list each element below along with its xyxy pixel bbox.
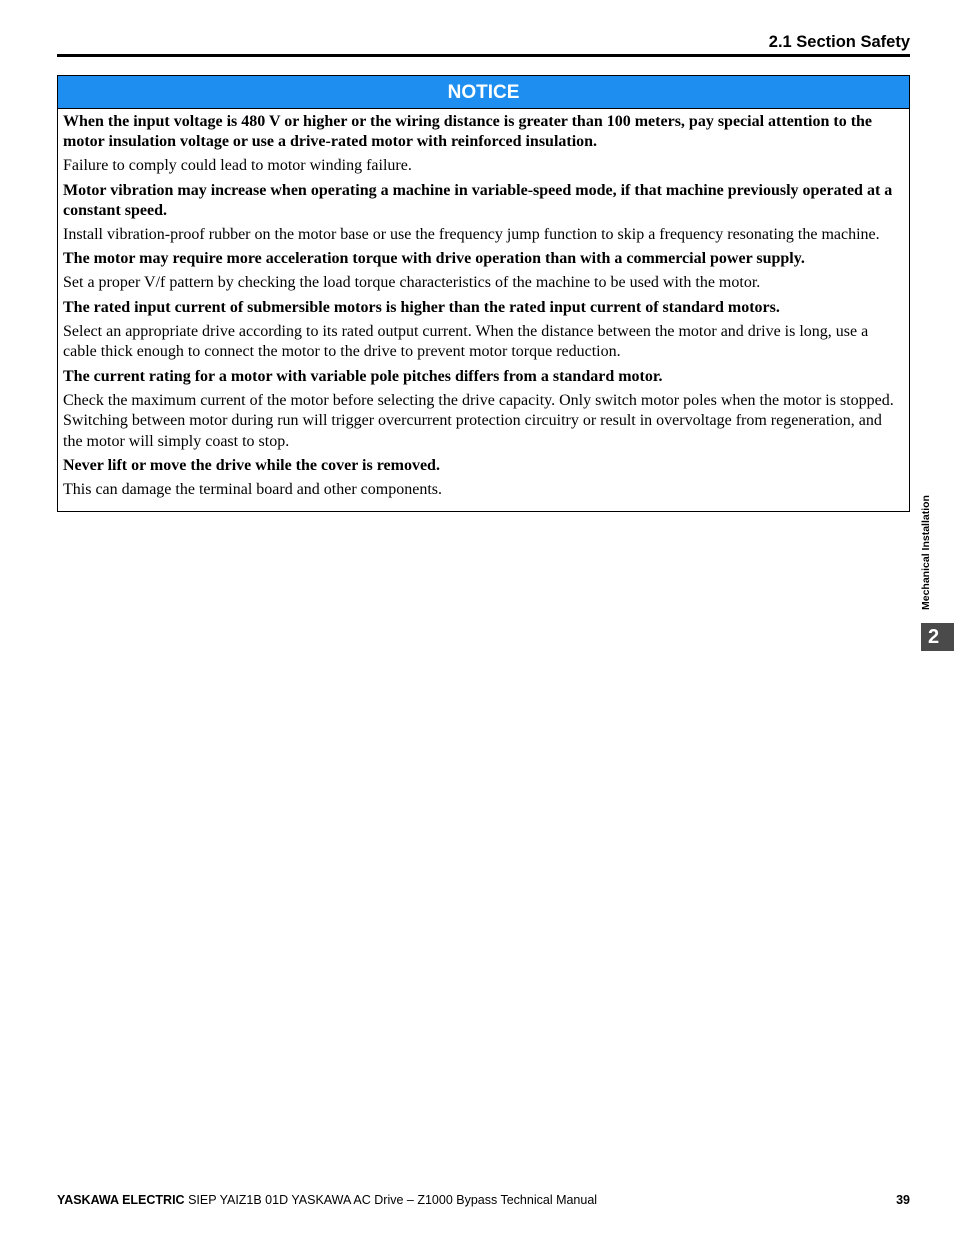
- notice-item-title: The current rating for a motor with variable pole pitches differs from a standard motor.: [63, 367, 663, 385]
- notice-item-title: The rated input current of submersible motors is higher than the rated input current of standard motors.: [63, 298, 780, 316]
- notice-item-text: Failure to comply could lead to motor winding failure.: [63, 157, 412, 174]
- footer-doc-info: [57, 1193, 597, 1207]
- notice-item-title: When the input voltage is 480 V or higher or the wiring distance is greater than 100 meters, pay special attention to the motor insulation voltage or use a drive-rated motor with reinforced insulation.: [63, 113, 873, 150]
- notice-item-text: Check the maximum current of the motor before selecting the drive capacity. Only switch motor poles when the motor is stopped. Switching between motor during run will trigger overcurrent protection circuitry or result in overvoltage from regeneration, and the motor will simply coast to stop.: [63, 391, 894, 450]
- header-rule: [57, 54, 910, 57]
- page-number: 39: [896, 1193, 910, 1207]
- notice-item-text: This can damage the terminal board and other components.: [63, 481, 442, 498]
- footer-brand: YASKAWA ELECTRIC: [57, 1193, 185, 1207]
- notice-body: [58, 109, 909, 511]
- footer-doc-title: SIEP YAIZ1B 01D YASKAWA AC Drive – Z1000 Bypass Technical Manual: [188, 1193, 598, 1207]
- section-title: 2.1 Section Safety: [768, 33, 910, 51]
- chapter-number-tab: 2: [921, 623, 954, 651]
- notice-item-title: Never lift or move the drive while the cover is removed.: [63, 457, 440, 474]
- notice-item-text: Select an appropriate drive according to its rated output current. When the distance between the motor and drive is long, use a cable thick enough to connect the motor to the drive to prevent motor torque reduction.: [63, 322, 869, 360]
- notice-box: [57, 75, 910, 512]
- notice-item-text: Install vibration-proof rubber on the motor base or use the frequency jump function to skip a frequency resonating the machine.: [63, 225, 880, 243]
- notice-item-text: Set a proper V/f pattern by checking the load torque characteristics of the machine to be used with the motor.: [63, 274, 761, 291]
- notice-item-title: The motor may require more acceleration torque with drive operation than with a commercial power supply.: [63, 250, 805, 267]
- notice-item-title: Motor vibration may increase when operating a machine in variable-speed mode, if that machine previously operated at a constant speed.: [63, 181, 893, 219]
- notice-heading: NOTICE: [58, 76, 909, 109]
- chapter-side-label: Mechanical Installation: [920, 495, 932, 610]
